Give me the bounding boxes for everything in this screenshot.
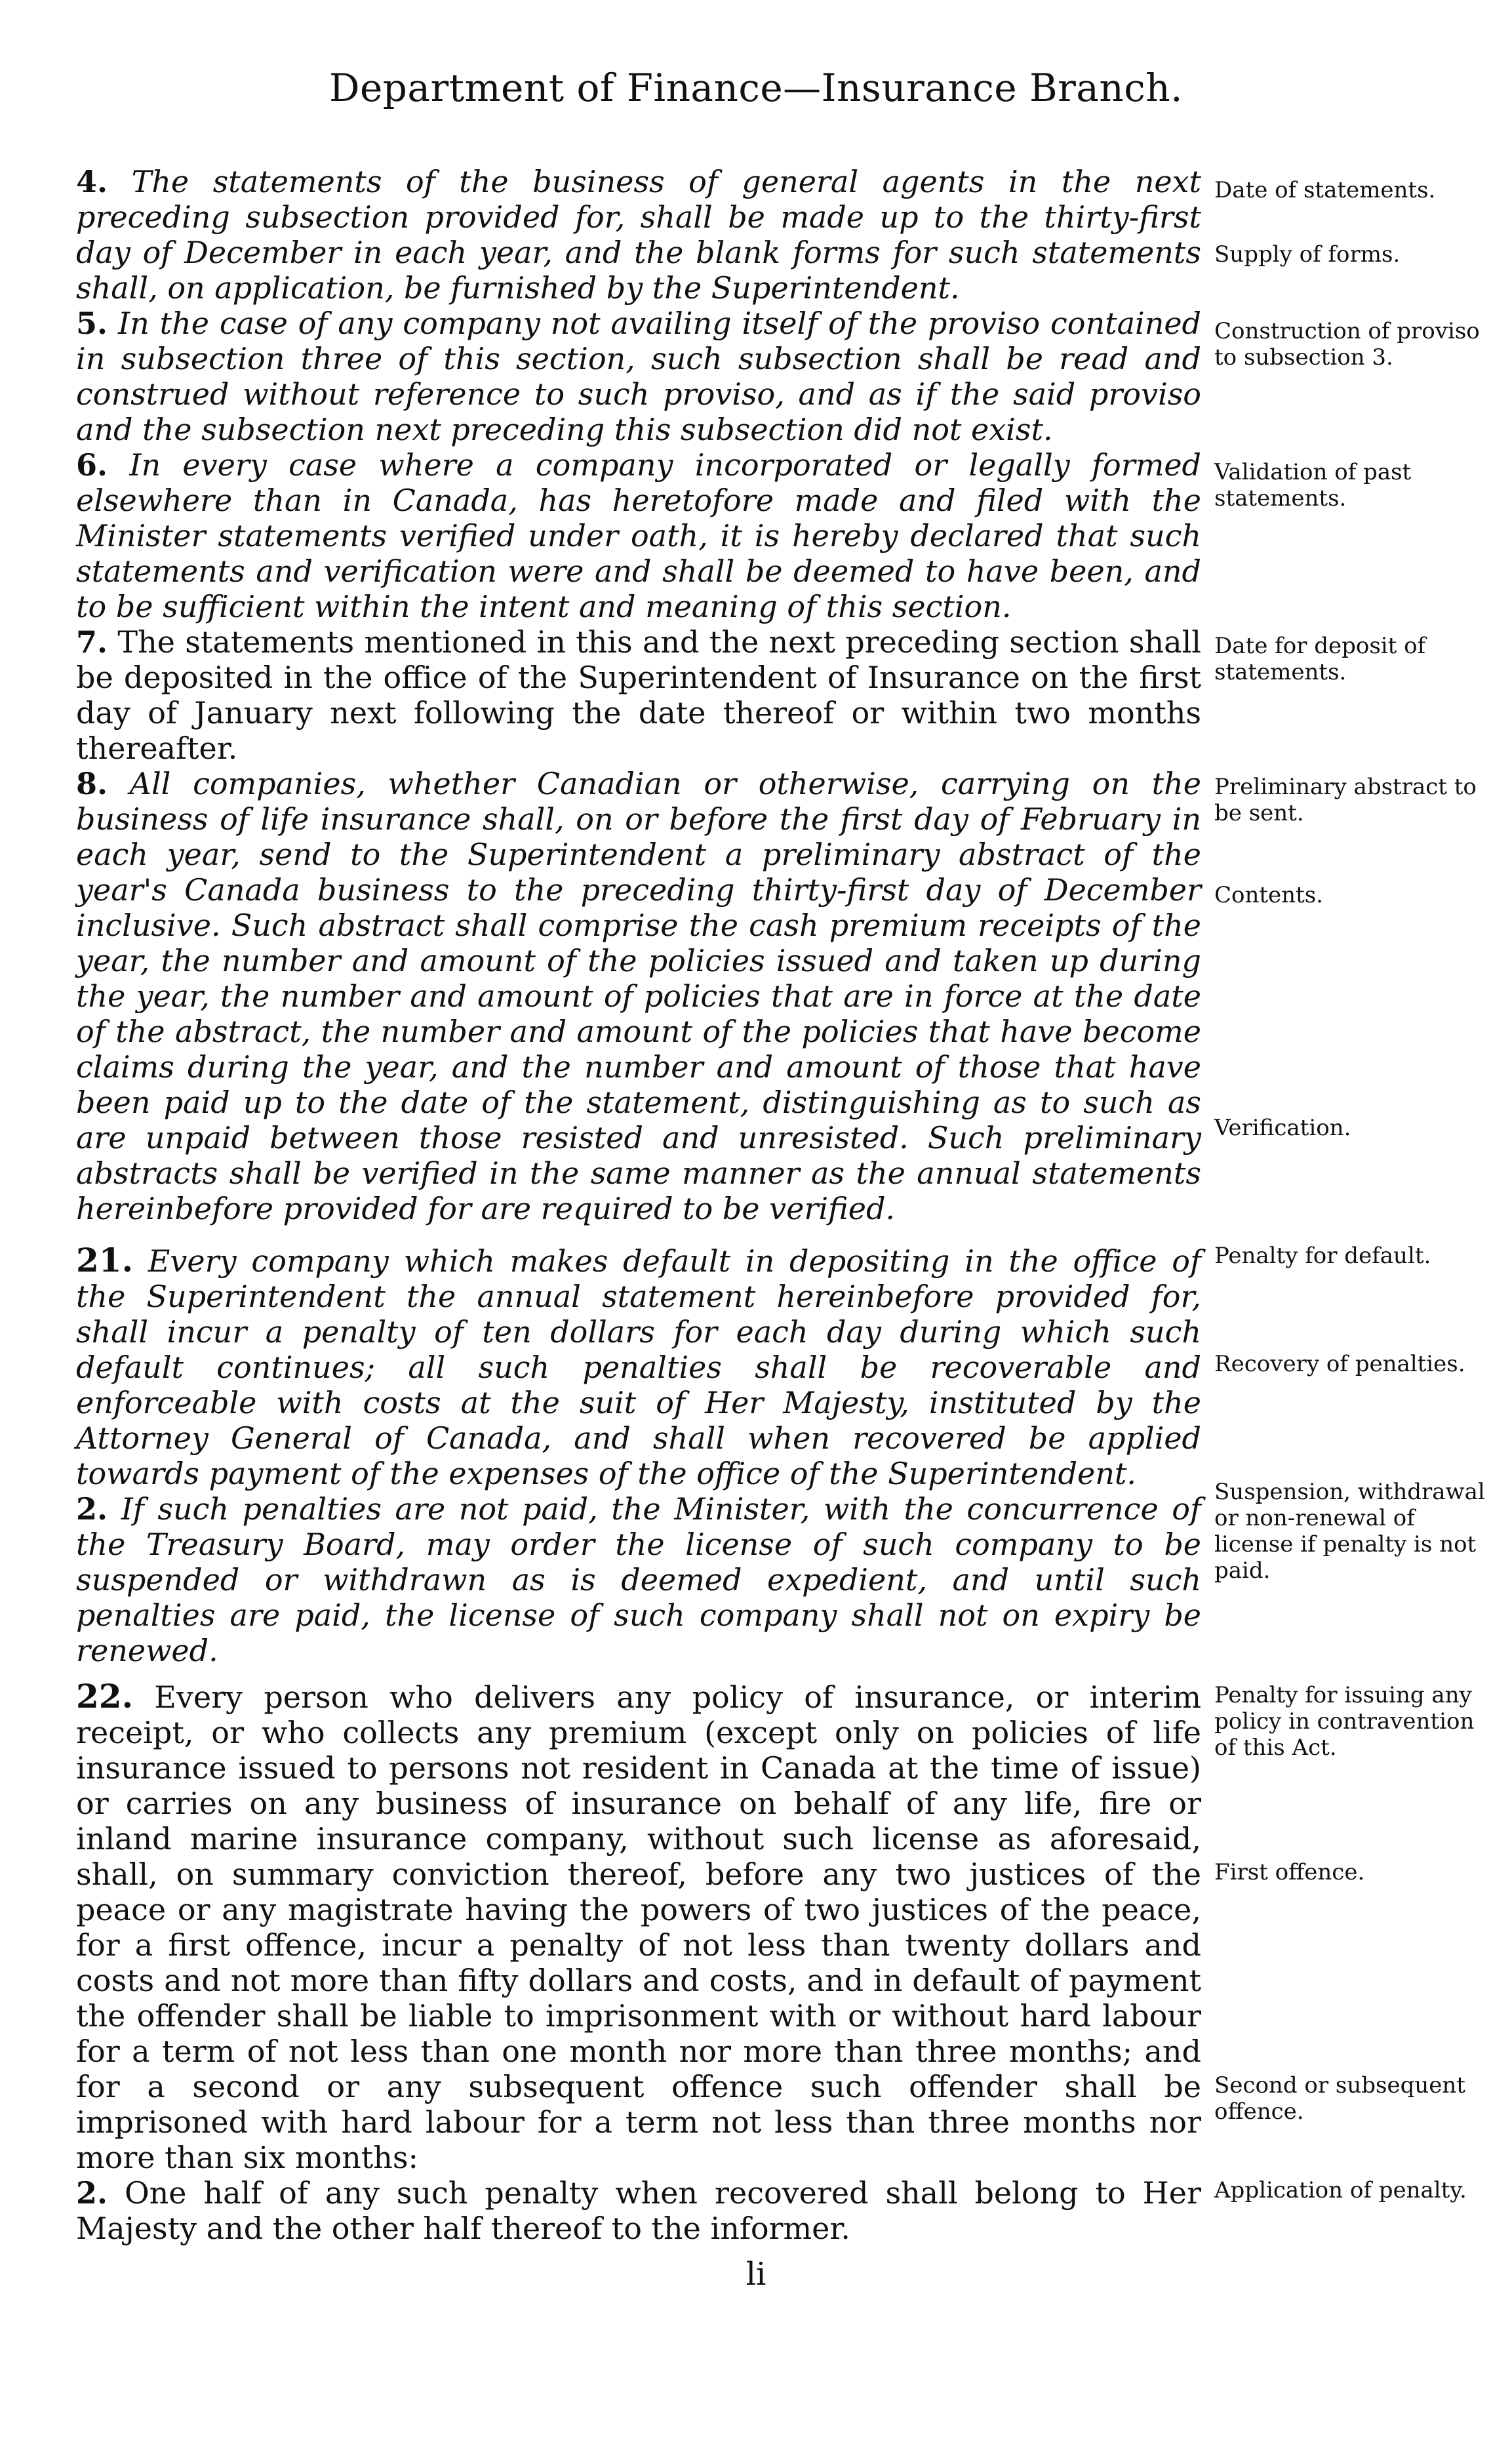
margin-note-penalty-issuing-policy: Penalty for issuing any policy in contravention of this Act. — [1214, 1682, 1475, 1761]
section-number: 21. — [76, 1241, 133, 1279]
paragraph-number: 7. — [76, 624, 108, 660]
section-21 — [76, 1243, 1201, 1668]
margin-note-validation: Validation of past statements. — [1214, 459, 1412, 512]
paragraph-text: All companies, whether Canadian or otherwise, carrying on the business of life insurance shall, on or before the first day of February in each year, send to the Superintendent a preliminary abstract of the year's Canada business to the preceding thirty-first day of December inclusive. Such abstract shall comprise the cash premium receipts of the year, the number and amount of the policies issued and taken up during the year, the number and amount of policies that are in force at the date of the abstract, the number and amount of the policies that have become claims during the year, and the number and amount of those that have been paid up to the date of the statement, distinguishing as to such as are unpaid between those resisted and unresisted. Such preliminary abstracts shall be verified in the same manner as the annual statements hereinbefore provided for are required to be verified. — [76, 766, 1201, 1226]
page-title: Department of Finance—Insurance Branch. — [328, 66, 1184, 110]
margin-note-recovery: Recovery of penalties. — [1214, 1351, 1465, 1377]
section-number: 22. — [76, 1677, 133, 1716]
section-22 — [76, 1679, 1201, 2246]
paragraph-7 — [76, 624, 1201, 766]
section-21-text — [76, 1243, 1201, 1491]
section-22-text — [76, 1679, 1201, 2175]
paragraph-8 — [76, 766, 1201, 1226]
margin-note-suspension: Suspension, withdrawal or non-renewal of license if penalty is not paid. — [1214, 1479, 1485, 1584]
paragraph-number: 2. — [76, 2175, 108, 2211]
paragraph-5 — [76, 306, 1201, 447]
main-text-upper — [76, 164, 1201, 1226]
margin-note-preliminary-abstract: Preliminary abstract to be sent. — [1214, 774, 1477, 826]
paragraph-4 — [76, 164, 1201, 306]
paragraph-number: 6. — [76, 447, 108, 483]
section-21-subsection-2 — [76, 1491, 1201, 1668]
margin-note-penalty-for-default: Penalty for default. — [1214, 1243, 1431, 1269]
paragraph-number: 5. — [76, 306, 108, 341]
paragraph-text: In every case where a company incorporated or legally formed elsewhere than in Canada, has heretofore made and filed with the Minister statements verified under oath, it is hereby declared that such statements and verification were and shall be deemed to have been, and to be sufficient within the intent and meaning of this section. — [76, 447, 1201, 624]
margin-note-application: Application of penalty. — [1214, 2177, 1467, 2203]
section-22-subsection-2 — [76, 2175, 1201, 2246]
margin-note-contents: Contents. — [1214, 882, 1323, 908]
paragraph-text: The statements mentioned in this and the next preceding section shall be deposited in the office of the Superintendent of Insurance on the first day of January next following the date thereof or within two months thereafter. — [76, 624, 1201, 766]
paragraph-text: If such penalties are not paid, the Minister, with the concurrence of the Treasury Board, may order the license of such company to be suspended or withdrawn as is deemed expedient, and until such penalties are paid, the license of such company shall not on expiry be renewed. — [76, 1491, 1201, 1668]
margin-note-verification: Verification. — [1214, 1115, 1351, 1141]
paragraph-6 — [76, 447, 1201, 624]
margin-note-second-offence: Second or subsequent offence. — [1214, 2072, 1465, 2125]
paragraph-text: One half of any such penalty when recovered shall belong to Her Majesty and the other half thereof to the informer. — [76, 2175, 1201, 2246]
margin-note-supply-of-forms: Supply of forms. — [1214, 241, 1401, 268]
margin-note-date-of-statements: Date of statements. — [1214, 177, 1436, 203]
paragraph-text: Every company which makes default in depositing in the office of the Superintendent the annual statement hereinbefore provided for, shall incur a penalty of ten dollars for each day during which such default continues; all such penalties shall be recoverable and enforceable with costs at the suit of Her Majesty, instituted by the Attorney General of Canada, and shall when recovered be applied towards payment of the expenses of the office of the Superintendent. — [76, 1243, 1201, 1491]
paragraph-text: Every person who delivers any policy of insurance, or interim receipt, or who collects any premium (except only on policies of life insurance issued to persons not resident in Canada at the time of issue) or carries on any business of insurance on behalf of any life, fire or inland marine insurance company, without such license as aforesaid, shall, on summary conviction thereof, before any two justices of the peace or any magistrate having the powers of two justices of the peace, for a first offence, incur a penalty of not less than twenty dollars and costs and not more than fifty dollars and costs, and in default of payment the offender shall be liable to imprisonment with or without hard labour for a term of not less than one month nor more than three months; and for a second or any subsequent offence such offender shall be imprisoned with hard labour for a term not less than three months nor more than six months: — [76, 1679, 1201, 2175]
paragraph-number: 8. — [76, 766, 108, 801]
paragraph-text: In the case of any company not availing itself of the proviso contained in subsection three of this section, such subsection shall be read and construed without reference to such proviso, and as if the said proviso and the subsection next preceding this subsection did not exist. — [76, 306, 1201, 447]
page-number: li — [746, 2256, 766, 2293]
paragraph-number: 4. — [76, 164, 108, 199]
margin-note-date-for-deposit: Date for deposit of statements. — [1214, 633, 1426, 685]
margin-note-first-offence: First offence. — [1214, 1859, 1365, 1885]
paragraph-number: 2. — [76, 1491, 108, 1527]
margin-note-construction: Construction of proviso to subsection 3. — [1214, 318, 1480, 371]
paragraph-text: The statements of the business of general agents in the next preceding subsection provided for, shall be made up to the thirty-first day of December in each year, and the blank forms for such statements shall, on application, be furnished by the Superintendent. — [76, 164, 1201, 306]
